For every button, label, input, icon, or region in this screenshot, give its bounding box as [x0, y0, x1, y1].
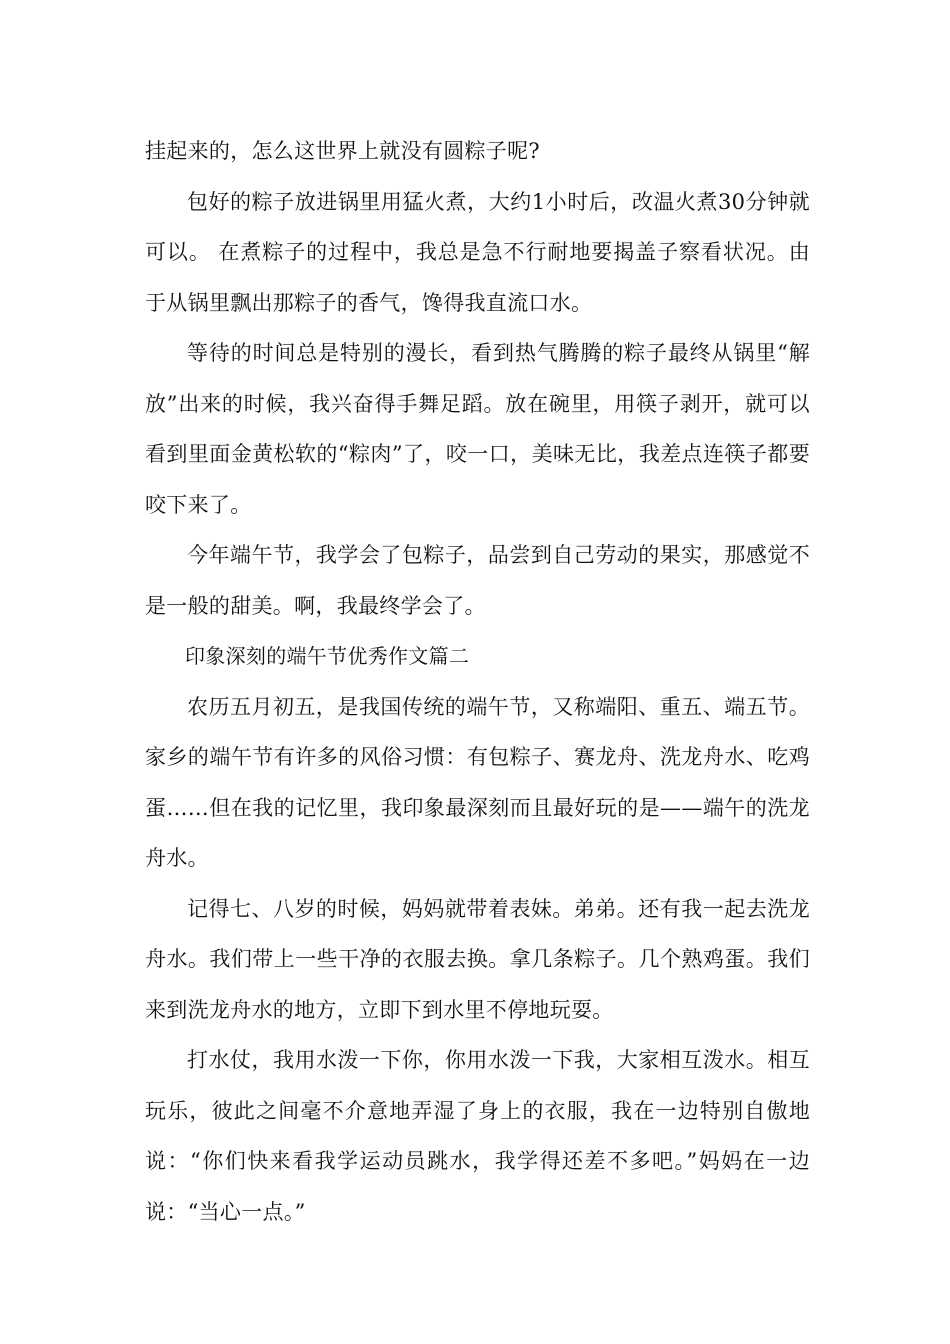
- paragraph-1: 挂起来的，怎么这世界上就没有圆粽子呢?: [145, 139, 540, 163]
- paragraph-5: 农历五月初五，是我国传统的端午节，又称端阳、重五、端五节。家乡的端午节有许多的风俗习惯：有包粽子、赛龙舟、洗龙舟水、吃鸡蛋……但在我的记忆里，我印象最深刻而且最好玩的是——端午的洗龙舟水。: [145, 694, 810, 870]
- paragraph-6: 记得七、八岁的时候，妈妈就带着表妹。弟弟。还有我一起去洗龙舟水。我们带上一些干净的衣服去换。拿几条粽子。几个熟鸡蛋。我们来到洗龙舟水的地方，立即下到水里不停地玩耍。: [145, 896, 810, 1022]
- paragraph-4: 今年端午节，我学会了包粽子，品尝到自己劳动的果实，那感觉不是一般的甜美。啊，我最终学会了。: [145, 543, 810, 618]
- section-heading: 印象深刻的端午节优秀作文篇二: [185, 644, 470, 668]
- paragraph-7: 打水仗，我用水泼一下你，你用水泼一下我，大家相互泼水。相互玩乐，彼此之间毫不介意地弄湿了身上的衣服，我在一边特别自傲地说：“你们快来看我学运动员跳水，我学得还差不多吧。”妈妈在一边说：“当心一点。”: [145, 1048, 810, 1224]
- paragraph-2: 包好的粽子放进锅里用猛火煮，大约1小时后，改温火煮30分钟就可以。 在煮粽子的过程中，我总是急不行耐地要揭盖子察看状况。由于从锅里飘出那粽子的香气，馋得我直流口水。: [145, 189, 810, 315]
- paragraph-3: 等待的时间总是特别的漫长，看到热气腾腾的粽子最终从锅里“解放”出来的时候，我兴奋得手舞足蹈。放在碗里，用筷子剥开，就可以看到里面金黄松软的“粽肉”了，咬一口，美味无比，我差点连筷子都要咬下来了。: [145, 341, 810, 517]
- document-body: [145, 126, 810, 1237]
